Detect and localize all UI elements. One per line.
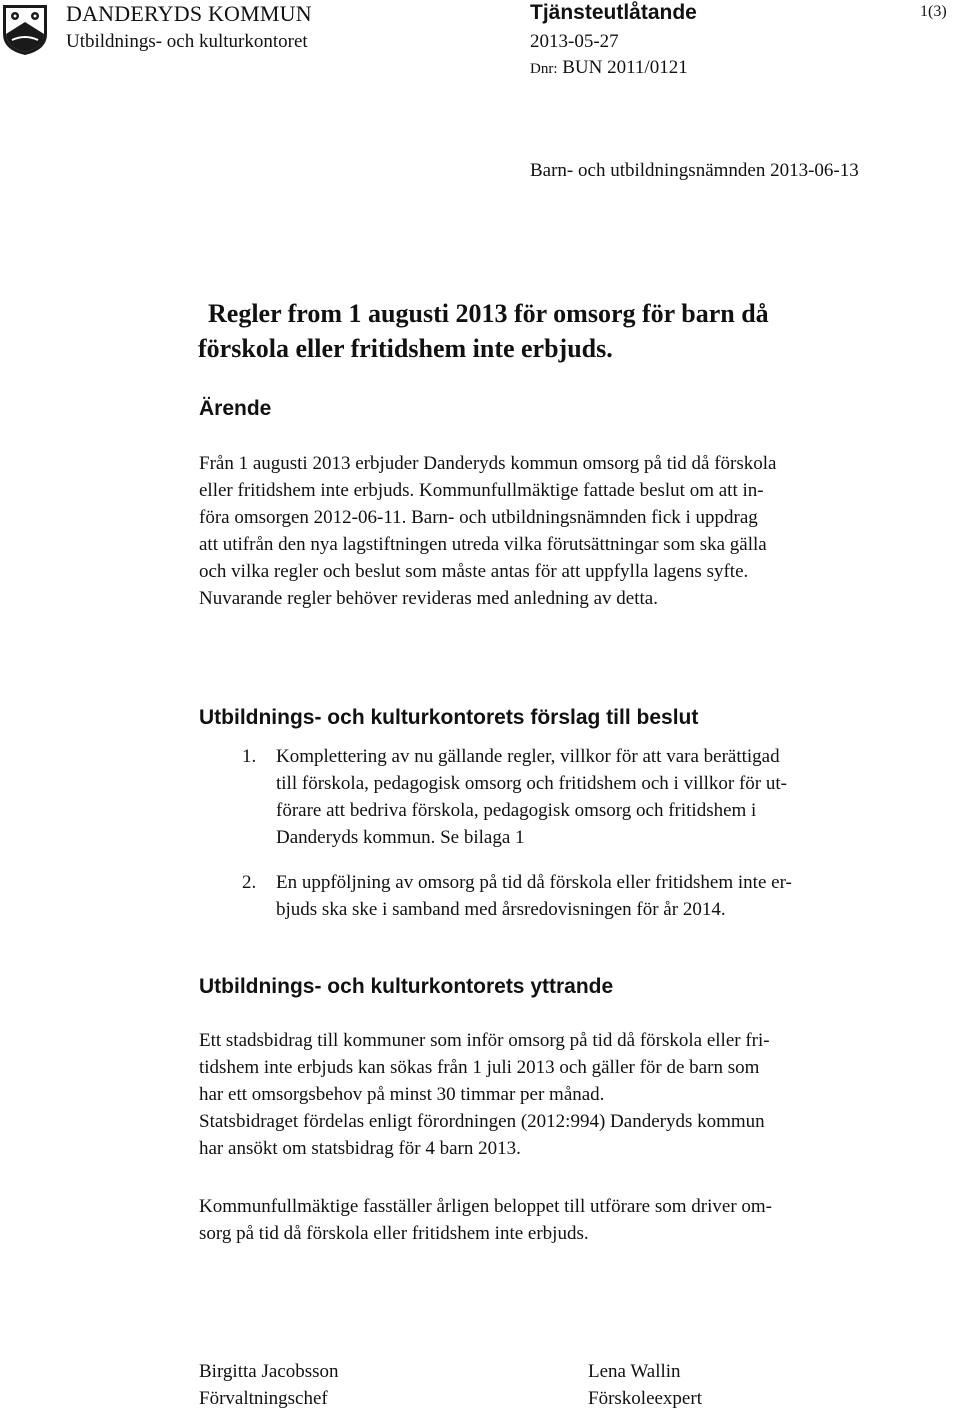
list-item-number: 2. [242, 872, 257, 893]
yttrande-paragraph [199, 1027, 770, 1162]
paragraph-line: Från 1 augusti 2013 erbjuder Danderyds kommun omsorg på tid då förskola [199, 453, 777, 474]
signature-block [588, 1358, 702, 1412]
list-item-line: till förskola, pedagogisk omsorg och fritidshem och i villkor för ut- [276, 773, 787, 794]
signatory-role: Förvaltningschef [199, 1388, 328, 1409]
dnr-label: Dnr: [530, 61, 558, 77]
section-heading-yttrande: Utbildnings- och kulturkontorets yttrande [199, 975, 614, 998]
list-item [276, 743, 787, 851]
paragraph-line: har ett omsorgsbehov på minst 30 timmar per månad. [199, 1084, 605, 1105]
arende-paragraph [199, 450, 776, 612]
list-item-line: förare att bedriva förskola, pedagogisk omsorg och fritidshem i [276, 800, 757, 821]
signatory-name: Birgitta Jacobsson [199, 1361, 339, 1382]
dnr-value: BUN 2011/0121 [562, 57, 688, 78]
section-heading-arende: Ärende [199, 397, 272, 420]
paragraph-line: att utifrån den nya lagstiftningen utreda vilka förutsättningar som ska gälla [199, 534, 767, 555]
organization-department: Utbildnings- och kulturkontoret [66, 31, 308, 52]
paragraph-line: eller fritidshem inte erbjuds. Kommunfullmäktige fattade beslut om att in- [199, 480, 764, 501]
document-date: 2013-05-27 [530, 31, 619, 52]
paragraph-line: och vilka regler och beslut som måste antas för att uppfylla lagens syfte. [199, 561, 749, 582]
list-item [276, 869, 792, 923]
list-item-line: En uppföljning av omsorg på tid då förskola eller fritidshem inte er- [276, 872, 792, 893]
signatory-name: Lena Wallin [588, 1361, 681, 1382]
list-item-number: 1. [242, 746, 257, 767]
paragraph-line: Ett stadsbidrag till kommuner som inför omsorg på tid då förskola eller fri- [199, 1030, 770, 1051]
board-meeting: Barn- och utbildningsnämnden 2013-06-13 [530, 160, 859, 181]
signatory-role: Förskoleexpert [588, 1388, 702, 1409]
title-line: Regler from 1 augusti 2013 för omsorg för barn då [208, 299, 769, 328]
document-type: Tjänsteutlåtande [530, 1, 697, 24]
document-title [198, 296, 918, 366]
paragraph-line: har ansökt om statsbidrag för 4 barn 2013. [199, 1138, 521, 1159]
signature-block [199, 1358, 339, 1412]
organization-name: DANDERYDS KOMMUN [66, 1, 312, 26]
paragraph-line: Nuvarande regler behöver revideras med anledning av detta. [199, 588, 658, 609]
document-reference-number [530, 57, 688, 79]
paragraph-line: Statsbidraget fördelas enligt förordningen (2012:994) Danderyds kommun [199, 1111, 765, 1132]
list-item-line: Danderyds kommun. Se bilaga 1 [276, 827, 525, 848]
paragraph-line: Kommunfullmäktige fasställer årligen beloppet till utförare som driver om- [199, 1196, 773, 1217]
page-number: 1(3) [920, 3, 947, 20]
paragraph-line: föra omsorgen 2012-06-11. Barn- och utbildningsnämnden fick i uppdrag [199, 507, 758, 528]
list-item-line: bjuds ska ske i samband med årsredovisningen för år 2014. [276, 899, 726, 920]
municipality-coat-of-arms-logo [2, 4, 48, 56]
title-line: förskola eller fritidshem inte erbjuds. [198, 334, 613, 363]
yttrande-paragraph [199, 1193, 772, 1247]
section-heading-forslag: Utbildnings- och kulturkontorets förslag till beslut [199, 706, 699, 729]
list-item-line: Komplettering av nu gällande regler, villkor för att vara berättigad [276, 746, 780, 767]
paragraph-line: sorg på tid då förskola eller fritidshem inte erbjuds. [199, 1223, 589, 1244]
paragraph-line: tidshem inte erbjuds kan sökas från 1 juli 2013 och gäller för de barn som [199, 1057, 760, 1078]
